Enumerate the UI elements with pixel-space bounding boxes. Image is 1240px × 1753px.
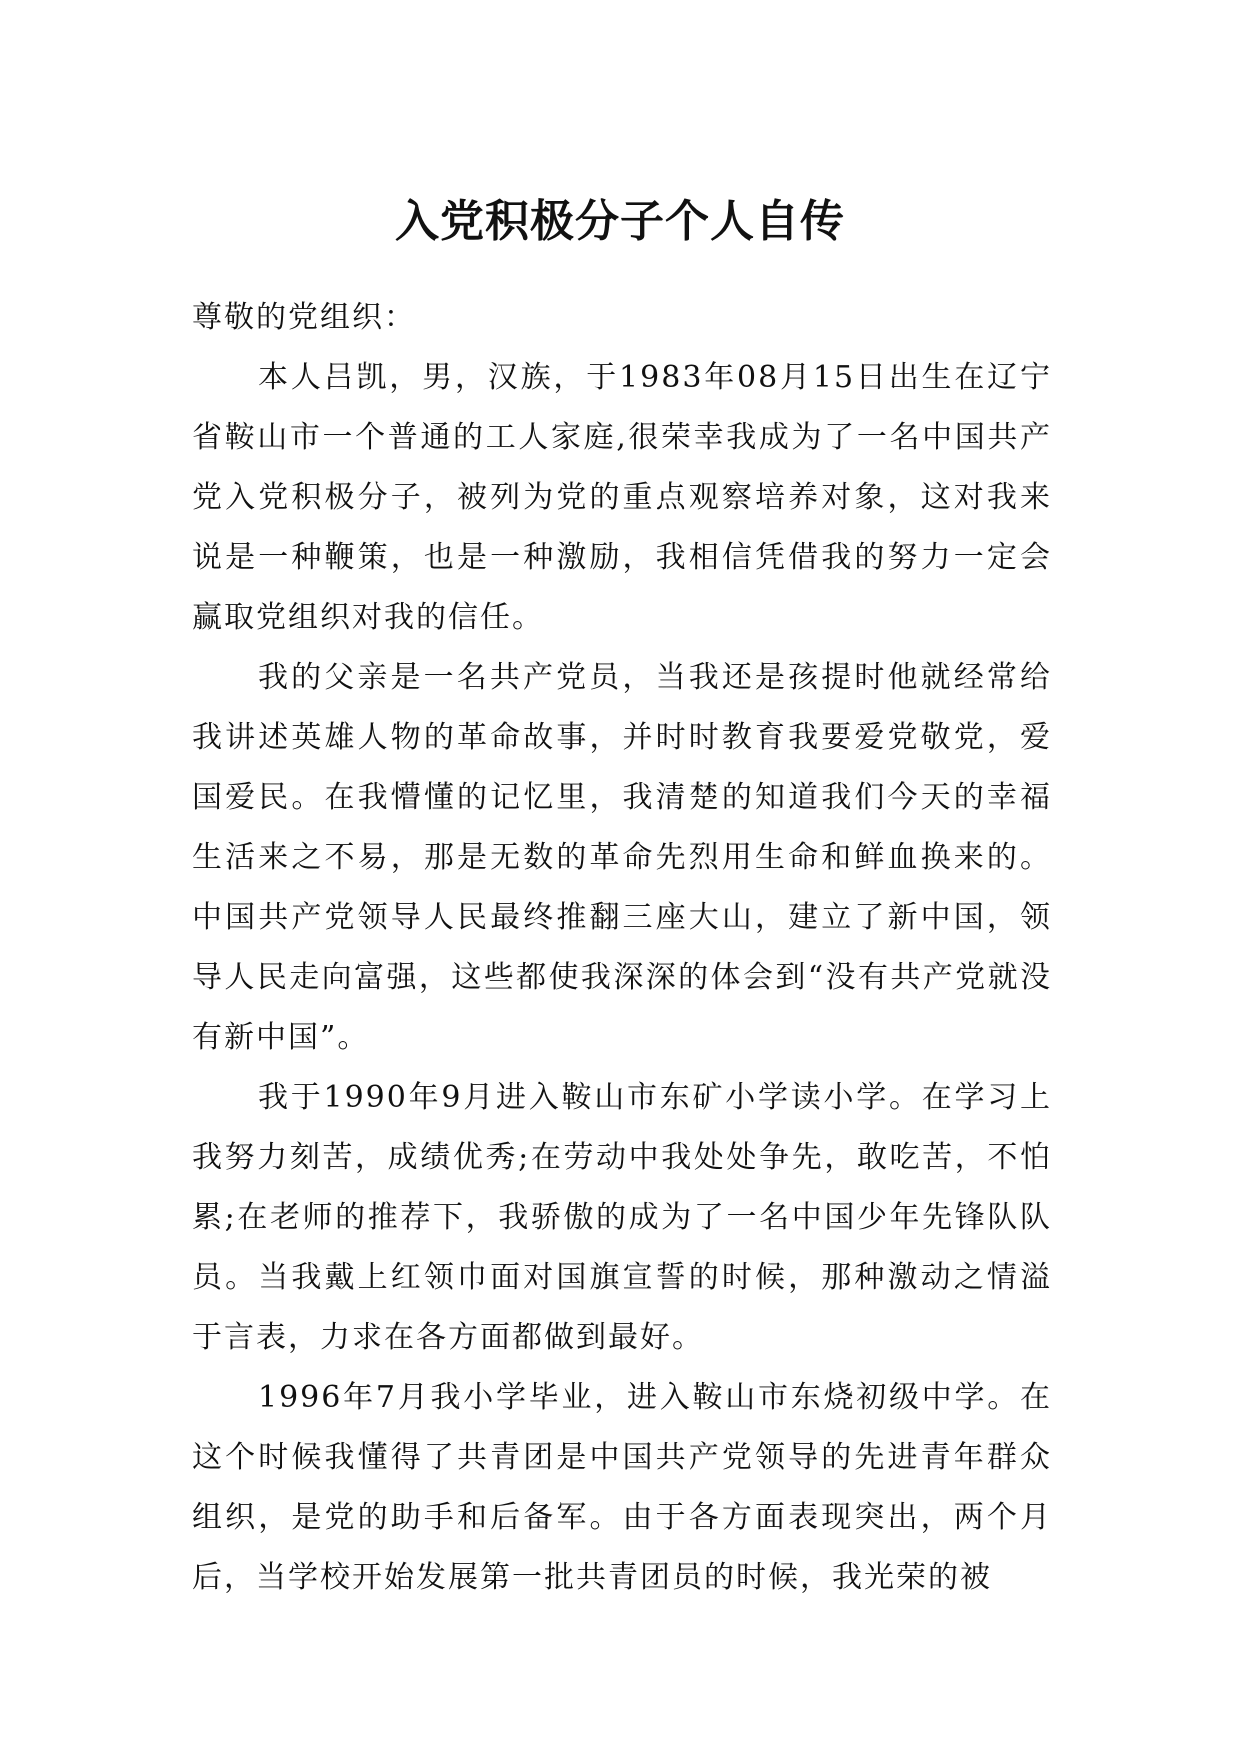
document-title: 入党积极分子个人自传 <box>395 196 845 247</box>
paragraph-intro: 本人吕凯，男，汉族，于1983年08月15日出生在辽宁省鞍山市一个普通的工人家庭,很荣幸我成为了一名中国共产党入党积极分子，被列为党的重点观察培养对象，这对我来说是一种鞭策，也是一种激励，我相信凭借我的努力一定会赢取党组织对我的信任。 <box>192 360 1052 635</box>
paragraph-primary-school: 我于1990年9月进入鞍山市东矿小学读小学。在学习上我努力刻苦，成绩优秀;在劳动中我处处争先，敢吃苦，不怕累;在老师的推荐下，我骄傲的成为了一名中国少年先锋队队员。当我戴上红领巾面对国旗宣誓的时候，那种激动之情溢于言表，力求在各方面都做到最好。 <box>192 1080 1052 1355</box>
paragraph-father: 我的父亲是一名共产党员，当我还是孩提时他就经常给我讲述英雄人物的革命故事，并时时教育我要爱党敬党，爱国爱民。在我懵懂的记忆里，我清楚的知道我们今天的幸福生活来之不易，那是无数的革命先烈用生命和鲜血换来的。中国共产党领导人民最终推翻三座大山，建立了新中国，领导人民走向富强，这些都使我深深的体会到“没有共产党就没有新中国”。 <box>192 660 1052 1055</box>
document-body <box>192 288 1052 1608</box>
paragraph-middle-school: 1996年7月我小学毕业，进入鞍山市东烧初级中学。在这个时候我懂得了共青团是中国共产党领导的先进青年群众组织，是党的助手和后备军。由于各方面表现突出，两个月后，当学校开始发展第一批共青团员的时候，我光荣的被 <box>192 1380 1052 1595</box>
salutation: 尊敬的党组织： <box>192 300 416 335</box>
